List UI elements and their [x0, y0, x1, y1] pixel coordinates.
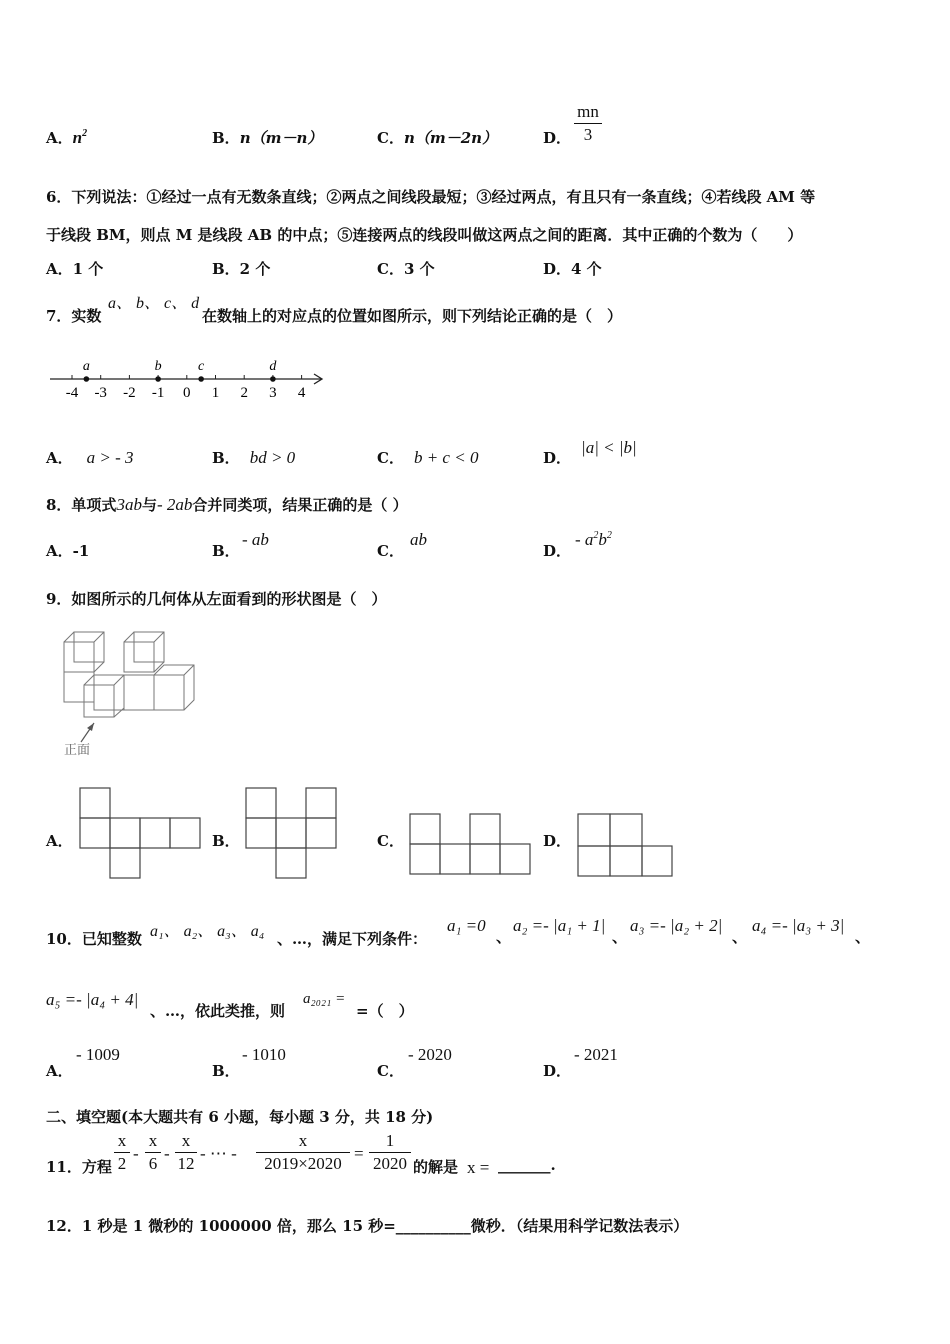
number-line-point-c — [198, 376, 204, 382]
q5-option-b: B．n（m－n） — [212, 129, 323, 147]
q6-option-a: A．1 个 — [46, 260, 104, 278]
q6-option-c: C．3 个 — [377, 260, 435, 278]
number-line-tick-label: 4 — [297, 385, 306, 401]
q7-option-d: D．|a| < |b| — [543, 438, 637, 467]
q5-option-d-label: D． — [543, 129, 572, 147]
q11-answer-var: x = — [467, 1158, 490, 1177]
q6-option-d: D．4 个 — [543, 260, 602, 278]
q10-option-b-label: B． — [212, 1062, 240, 1080]
q8-option-b-expr: - ab — [242, 530, 269, 549]
q8-option-c-expr: ab — [410, 530, 427, 549]
q6-option-b: B．2 个 — [212, 260, 271, 278]
number-line-point-label-c: c — [198, 359, 205, 374]
q10-prefix: 10．已知整数 — [46, 930, 142, 948]
q10-target: a₂₀₂₁ = — [303, 991, 346, 1007]
q10-option-d-value: - 2021 — [574, 1045, 618, 1064]
number-line-tick-label: 0 — [183, 385, 191, 401]
number-line-tick-label: 3 — [269, 385, 277, 401]
q10-option-a-value: - 1009 — [76, 1045, 120, 1064]
q12-question: 12．1 秒是 1 微秒的 1000000 倍，那么 15 秒=__________微秒．（结果用科学记数法表示） — [46, 1217, 689, 1235]
q10-option-c-label: C． — [377, 1062, 404, 1080]
q10-sep1: 、 — [496, 928, 512, 946]
q11-fraction-2: x 6 — [145, 1131, 161, 1174]
q11-answer-blank[interactable]: _______. — [498, 1156, 556, 1174]
section2-title: 二、填空题(本大题共有 6 小题，每小题 3 分，共 18 分) — [46, 1108, 434, 1126]
number-line-point-a — [84, 376, 90, 382]
q9-question: 9．如图所示的几何体从左面看到的形状图是（ ） — [46, 590, 387, 608]
q10-seq: a₁、 a₂、 a₃、 a₄ — [150, 923, 265, 940]
front-arrow-head — [87, 723, 94, 731]
number-line-tick-label: -4 — [65, 385, 79, 401]
q8-question: 8．单项式3ab与- 2ab合并同类项，结果正确的是（ ） — [46, 495, 408, 514]
q9-option-a-label: A． — [46, 832, 73, 850]
q8-option-d-expr: - $a^2b^2$ — [575, 530, 612, 549]
q5-option-c: C．n（m－2n） — [377, 129, 498, 147]
q11-minus-2: - — [164, 1144, 170, 1163]
q10-option-b-value: - 1010 — [242, 1045, 286, 1064]
q9-solid-figure — [56, 620, 201, 760]
q8-option-d: D． — [543, 542, 572, 560]
q9-option-b-label: B． — [212, 832, 240, 850]
number-line-point-label-a: a — [82, 359, 90, 374]
q10-option-c-value: - 2020 — [408, 1045, 452, 1064]
q11-suffix: 的解是 — [413, 1158, 459, 1176]
q7-option-c: C． b + c < 0 — [377, 448, 479, 467]
q7-option-b: B． bd > 0 — [212, 448, 296, 467]
q10-cond4: a₄ =- |a₃ + 3| — [752, 916, 845, 935]
q9-option-a-figure — [78, 786, 202, 882]
q8-option-b: B． — [212, 542, 240, 560]
number-line-point-label-b: b — [154, 359, 162, 374]
number-line-tick-label: -3 — [94, 385, 107, 401]
q6-line1: 6．下列说法：①经过一点有无数条直线；②两点之间线段最短；③经过两点，有且只有一条直线；④若线段 AM 等 — [46, 188, 816, 206]
front-label: 正面 — [64, 743, 91, 758]
q10-sep4: 、 — [855, 928, 871, 946]
number-line-point-b — [155, 376, 161, 382]
q5-option-a: A．$n^2$ — [46, 128, 88, 147]
q7-suffix: 在数轴上的对应点的位置如图所示，则下列结论正确的是（ ） — [202, 307, 623, 325]
q10-line2-end: =（ ） — [356, 1002, 414, 1020]
q5-option-d-fraction: mn 3 — [574, 102, 602, 145]
number-line-point-d — [270, 376, 276, 382]
q8-option-a: A．-1 — [46, 542, 90, 560]
q9-option-b-figure — [244, 786, 340, 882]
q10-line2-mid: 、…，依此类推，则 — [150, 1002, 286, 1020]
q11-equals: = — [354, 1144, 364, 1163]
q11-prefix: 11．方程 — [46, 1158, 112, 1176]
q6-line2: 于线段 BM，则点 M 是线段 AB 的中点；⑤连接两点的线段叫做这两点之间的距离．其中正确的个数为（ ） — [46, 226, 803, 244]
number-line — [46, 350, 331, 405]
number-line-tick-label: 1 — [211, 385, 220, 401]
q7-option-a: A． a > - 3 — [46, 448, 134, 467]
number-line-tick-label: 2 — [240, 385, 248, 401]
q10-cond2: a₂ =- |a₁ + 1| — [513, 916, 606, 935]
q10-cond1: a₁ =0 — [447, 916, 486, 935]
q10-option-d-label: D． — [543, 1062, 572, 1080]
q9-option-c-figure — [408, 812, 536, 878]
q10-cond5: a₅ =- |a₄ + 4| — [46, 990, 139, 1009]
q11-fraction-4: x 2019×2020 — [256, 1131, 350, 1174]
q7-prefix: 7．实数 — [46, 307, 102, 325]
q11-fraction-1: x 2 — [114, 1131, 130, 1174]
q11-fraction-5: 1 2020 — [369, 1131, 411, 1174]
q9-option-d-figure — [576, 812, 676, 878]
q11-fraction-3: x 12 — [175, 1131, 197, 1174]
q10-sep3: 、 — [732, 928, 748, 946]
q10-cond3: a₃ =- |a₂ + 2| — [630, 916, 723, 935]
q11-dots: - ⋯ - — [200, 1144, 237, 1163]
q10-mid: 、…，满足下列条件： — [277, 930, 428, 948]
q9-option-d-label: D． — [543, 832, 572, 850]
q10-option-a-label: A． — [46, 1062, 73, 1080]
q8-option-c: C． — [377, 542, 404, 560]
number-line-point-label-d: d — [269, 359, 277, 374]
number-line-tick-label: -2 — [123, 385, 136, 401]
q9-option-c-label: C． — [377, 832, 404, 850]
q10-sep2: 、 — [612, 928, 628, 946]
q11-minus-1: - — [133, 1144, 139, 1163]
number-line-tick-label: -1 — [151, 385, 165, 401]
q7-vars: a、 b、 c、 d — [108, 295, 200, 312]
